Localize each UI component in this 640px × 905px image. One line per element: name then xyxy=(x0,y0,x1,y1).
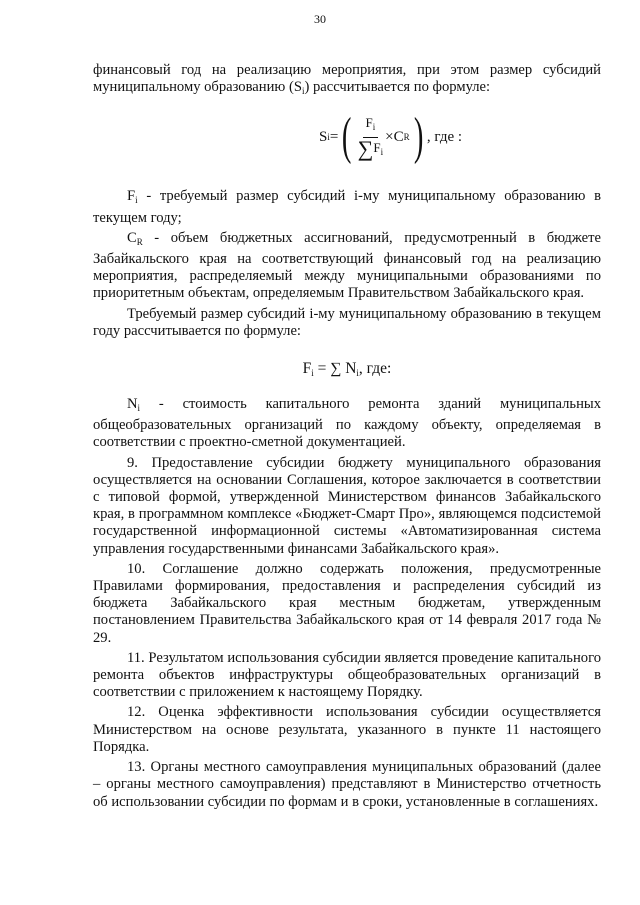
paragraph-item-11: 11. Результатом использования субсидии является проведение капитального ремонта объектов инфраструктуры общеобразовательных организаций в соответствии с приложением к настоящему Порядку. xyxy=(93,649,601,701)
formula-subsidy-size: S i = ( $\frac{F_i}{\sum F_i}$ × C R ) , где : xyxy=(319,108,463,166)
formula-required-subsidy: $F_i$ = ∑ $N_i$, где: xyxy=(302,360,392,379)
right-paren: ) xyxy=(413,108,424,166)
paragraph-fi-def: $F_i$ - требуемый размер субсидий i-му муниципальному образованию в текущем году; xyxy=(93,188,601,226)
paragraph-intro: финансовый год на реализацию мероприятия, при этом размер субсидий муниципальному образованию $(S_i)$ рассчитывается по формуле: xyxy=(93,62,601,97)
paragraph-item-9: 9. Предоставление субсидии бюджету муниципального образования осуществляется на основании Соглашения, которое заключается в соответствии с типовой формой, утвержденной Министерством финансов Забайкальского края, в программном комплексе «Бюджет-Смарт Про», являющемся подсистемой государственной информационной системы «Автоматизированная система управления государственными финансами Забайкальского края». xyxy=(93,454,601,557)
paragraph-ni-def: $N_i$ - стоимость капитального ремонта зданий муниципальных общеобразовательных организаций по каждому объекту, определяемая в соответствии с проектно-сметной документацией. xyxy=(93,396,601,451)
left-paren: ( xyxy=(342,108,352,166)
fraction: $\frac{F_i}{\sum F_i}$ xyxy=(357,114,384,161)
paragraph-item-12: 12. Оценка эффективности использования субсидии осуществляется Министерством на основе результата, указанного в пункте 11 настоящего Порядка. xyxy=(93,704,601,755)
page-number: 30 xyxy=(314,12,326,26)
paragraph-fi-formula-intro: Требуемый размер субсидий i-му муниципальному образованию в текущем году рассчитывается по формуле: xyxy=(93,305,601,339)
document-body xyxy=(93,62,601,811)
paragraph-item-10: 10. Соглашение должно содержать положения, предусмотренные Правилами формирования, предоставления и распределения субсидий из бюджета Забайкальского края местным бюджетам, утвержденным постановлением Правительства Забайкальского края от 14 февраля 2017 года № 29. xyxy=(93,560,601,646)
paragraph-cr-def: $C_R$ - объем бюджетных ассигнований, предусмотренный в бюджете Забайкальского края на соответствующий финансовый год на реализацию мероприятия, распределяемый между муниципальными образованиями по приоритетным объектам, определяемым Правительством Забайкальского края. xyxy=(93,229,601,302)
paragraph-item-13: 13. Органы местного самоуправления муниципальных образований (далее – органы местного самоуправления) представляют в Министерство отчетность об использовании субсидии по формам и в сроки, установленные в соглашениях. xyxy=(93,759,601,810)
